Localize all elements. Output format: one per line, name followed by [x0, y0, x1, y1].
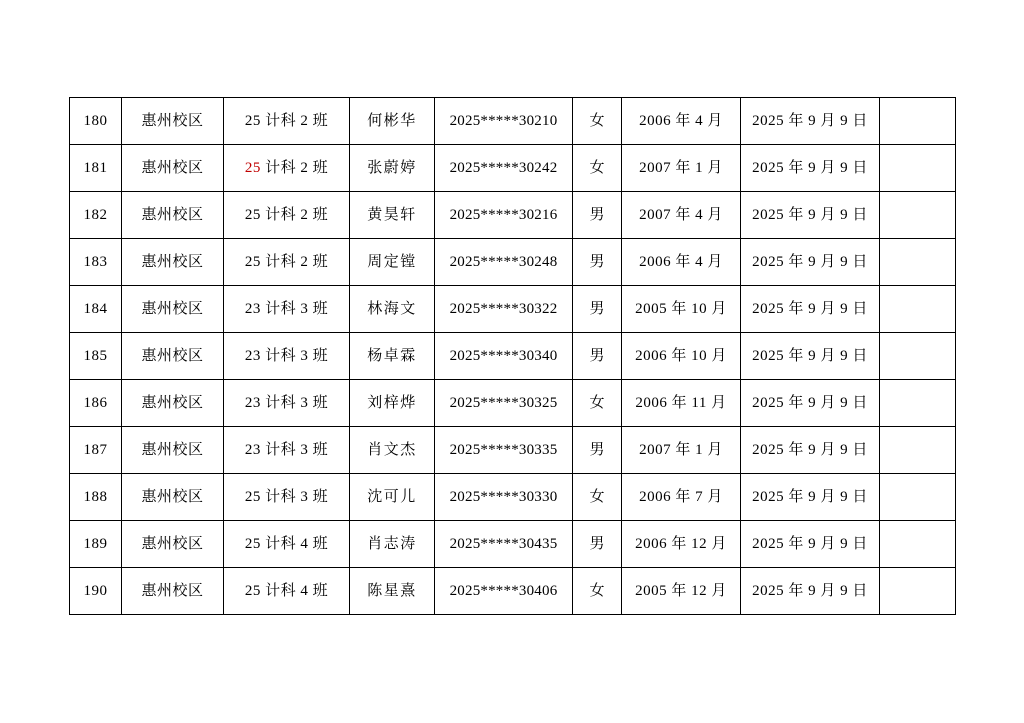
cell-gender: 女 — [573, 98, 622, 145]
cell-index: 186 — [70, 380, 122, 427]
cell-date: 2025 年 9 月 9 日 — [741, 568, 880, 615]
cell-birth-month: 2007 年 4 月 — [622, 192, 741, 239]
cell-birth-month: 2006 年 4 月 — [622, 239, 741, 286]
cell-gender: 男 — [573, 333, 622, 380]
class-name-rest: 计科 3 班 — [260, 348, 329, 364]
class-year-prefix: 25 — [244, 489, 261, 505]
class-year-prefix: 25 — [244, 113, 261, 129]
class-name-rest: 计科 3 班 — [260, 442, 329, 458]
cell-class — [224, 333, 350, 380]
cell-id-number: 2025*****30242 — [435, 145, 573, 192]
cell-name: 杨卓霖 — [350, 333, 435, 380]
roster-table-body — [70, 98, 956, 615]
cell-campus: 惠州校区 — [122, 474, 224, 521]
cell-class — [224, 98, 350, 145]
class-year-prefix: 25 — [244, 160, 261, 176]
cell-remark — [880, 192, 956, 239]
cell-birth-month: 2006 年 7 月 — [622, 474, 741, 521]
cell-name: 沈可儿 — [350, 474, 435, 521]
cell-class — [224, 380, 350, 427]
cell-id-number: 2025*****30406 — [435, 568, 573, 615]
table-row — [70, 568, 956, 615]
cell-id-number: 2025*****30248 — [435, 239, 573, 286]
cell-birth-month: 2006 年 12 月 — [622, 521, 741, 568]
table-row — [70, 98, 956, 145]
cell-class — [224, 239, 350, 286]
cell-id-number: 2025*****30216 — [435, 192, 573, 239]
class-year-prefix: 25 — [244, 254, 261, 270]
cell-remark — [880, 286, 956, 333]
cell-index: 183 — [70, 239, 122, 286]
cell-gender: 男 — [573, 427, 622, 474]
cell-name: 肖志涛 — [350, 521, 435, 568]
class-name-rest: 计科 4 班 — [260, 536, 329, 552]
cell-name: 刘梓烨 — [350, 380, 435, 427]
cell-birth-month: 2007 年 1 月 — [622, 427, 741, 474]
table-row — [70, 333, 956, 380]
cell-index: 181 — [70, 145, 122, 192]
table-row — [70, 380, 956, 427]
class-year-prefix: 25 — [244, 583, 261, 599]
cell-gender: 女 — [573, 380, 622, 427]
cell-gender: 男 — [573, 286, 622, 333]
cell-birth-month: 2006 年 10 月 — [622, 333, 741, 380]
cell-birth-month: 2005 年 10 月 — [622, 286, 741, 333]
cell-campus: 惠州校区 — [122, 192, 224, 239]
cell-class — [224, 568, 350, 615]
cell-class — [224, 521, 350, 568]
class-name-rest: 计科 3 班 — [260, 489, 329, 505]
cell-date: 2025 年 9 月 9 日 — [741, 380, 880, 427]
roster-table-container — [69, 97, 955, 615]
cell-date: 2025 年 9 月 9 日 — [741, 145, 880, 192]
class-name-rest: 计科 2 班 — [260, 207, 329, 223]
cell-campus: 惠州校区 — [122, 145, 224, 192]
class-name-rest: 计科 3 班 — [260, 395, 329, 411]
cell-remark — [880, 145, 956, 192]
cell-campus: 惠州校区 — [122, 521, 224, 568]
cell-remark — [880, 239, 956, 286]
table-row — [70, 521, 956, 568]
cell-remark — [880, 474, 956, 521]
cell-index: 189 — [70, 521, 122, 568]
cell-campus: 惠州校区 — [122, 568, 224, 615]
cell-name: 肖文杰 — [350, 427, 435, 474]
class-year-prefix: 23 — [244, 301, 261, 317]
roster-table — [69, 97, 956, 615]
cell-index: 188 — [70, 474, 122, 521]
class-year-prefix: 25 — [244, 536, 261, 552]
class-name-rest: 计科 3 班 — [260, 301, 329, 317]
cell-class — [224, 192, 350, 239]
cell-remark — [880, 98, 956, 145]
cell-campus: 惠州校区 — [122, 98, 224, 145]
class-year-prefix: 23 — [244, 348, 261, 364]
cell-name: 何彬华 — [350, 98, 435, 145]
cell-birth-month: 2005 年 12 月 — [622, 568, 741, 615]
cell-index: 180 — [70, 98, 122, 145]
cell-gender: 女 — [573, 474, 622, 521]
class-name-rest: 计科 2 班 — [260, 113, 329, 129]
cell-index: 190 — [70, 568, 122, 615]
cell-class — [224, 427, 350, 474]
cell-birth-month: 2007 年 1 月 — [622, 145, 741, 192]
table-row — [70, 286, 956, 333]
cell-id-number: 2025*****30335 — [435, 427, 573, 474]
cell-index: 187 — [70, 427, 122, 474]
cell-gender: 男 — [573, 192, 622, 239]
table-row — [70, 192, 956, 239]
cell-remark — [880, 521, 956, 568]
cell-date: 2025 年 9 月 9 日 — [741, 521, 880, 568]
class-name-rest: 计科 2 班 — [260, 160, 329, 176]
table-row — [70, 145, 956, 192]
cell-name: 黄昊轩 — [350, 192, 435, 239]
cell-remark — [880, 333, 956, 380]
cell-gender: 女 — [573, 568, 622, 615]
cell-id-number: 2025*****30210 — [435, 98, 573, 145]
class-name-rest: 计科 4 班 — [260, 583, 329, 599]
cell-index: 185 — [70, 333, 122, 380]
cell-class — [224, 474, 350, 521]
cell-campus: 惠州校区 — [122, 427, 224, 474]
cell-campus: 惠州校区 — [122, 286, 224, 333]
cell-date: 2025 年 9 月 9 日 — [741, 98, 880, 145]
cell-date: 2025 年 9 月 9 日 — [741, 474, 880, 521]
class-name-rest: 计科 2 班 — [260, 254, 329, 270]
cell-gender: 女 — [573, 145, 622, 192]
cell-remark — [880, 427, 956, 474]
cell-index: 184 — [70, 286, 122, 333]
cell-birth-month: 2006 年 11 月 — [622, 380, 741, 427]
cell-name: 周定镗 — [350, 239, 435, 286]
cell-date: 2025 年 9 月 9 日 — [741, 333, 880, 380]
cell-id-number: 2025*****30330 — [435, 474, 573, 521]
cell-campus: 惠州校区 — [122, 239, 224, 286]
cell-name: 林海文 — [350, 286, 435, 333]
cell-id-number: 2025*****30340 — [435, 333, 573, 380]
cell-date: 2025 年 9 月 9 日 — [741, 286, 880, 333]
cell-gender: 男 — [573, 521, 622, 568]
cell-date: 2025 年 9 月 9 日 — [741, 239, 880, 286]
cell-name: 陈星熹 — [350, 568, 435, 615]
cell-class — [224, 145, 350, 192]
table-row — [70, 239, 956, 286]
cell-name: 张蔚婷 — [350, 145, 435, 192]
class-year-prefix: 23 — [244, 395, 261, 411]
cell-date: 2025 年 9 月 9 日 — [741, 427, 880, 474]
cell-remark — [880, 380, 956, 427]
cell-id-number: 2025*****30325 — [435, 380, 573, 427]
table-row — [70, 474, 956, 521]
cell-index: 182 — [70, 192, 122, 239]
cell-id-number: 2025*****30435 — [435, 521, 573, 568]
class-year-prefix: 25 — [244, 207, 261, 223]
cell-date: 2025 年 9 月 9 日 — [741, 192, 880, 239]
cell-campus: 惠州校区 — [122, 333, 224, 380]
cell-id-number: 2025*****30322 — [435, 286, 573, 333]
cell-gender: 男 — [573, 239, 622, 286]
cell-birth-month: 2006 年 4 月 — [622, 98, 741, 145]
table-row — [70, 427, 956, 474]
cell-class — [224, 286, 350, 333]
cell-remark — [880, 568, 956, 615]
cell-campus: 惠州校区 — [122, 380, 224, 427]
class-year-prefix: 23 — [244, 442, 261, 458]
